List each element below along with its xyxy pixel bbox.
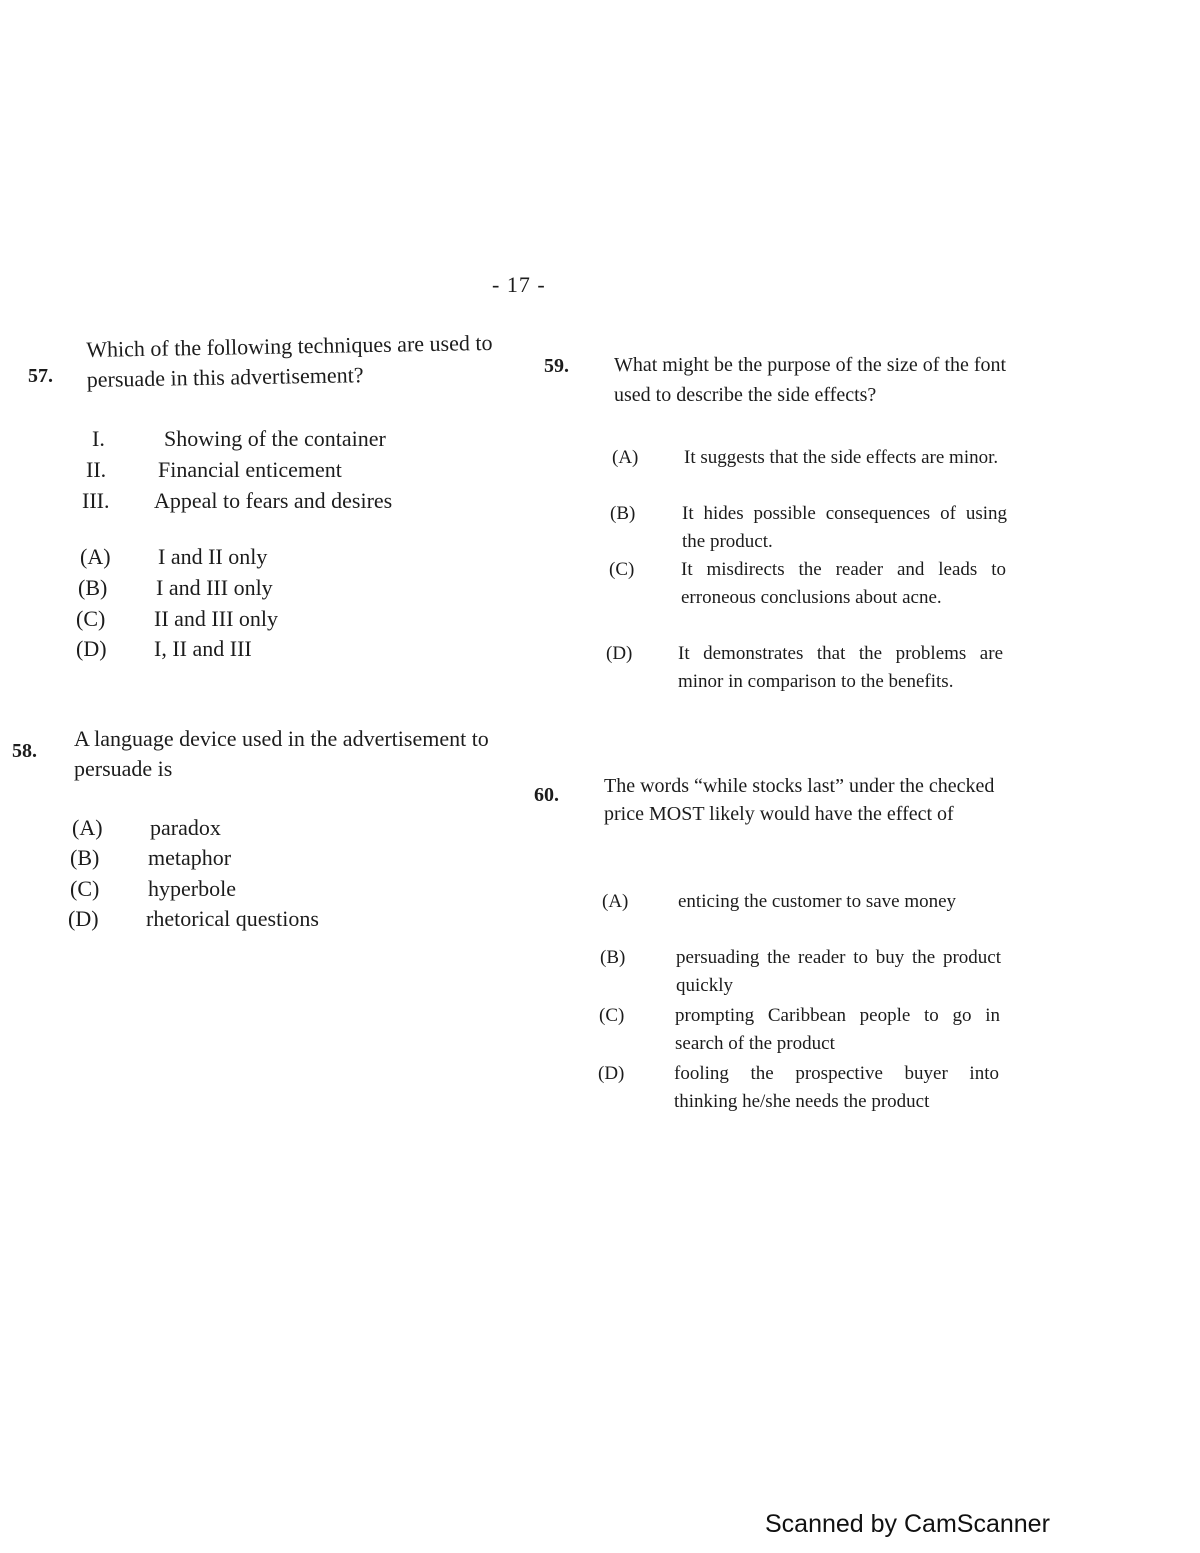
option-text: rhetorical questions — [146, 906, 319, 931]
option-text: It misdirects the reader and leads to erroneous conclusions about acne. — [681, 559, 1006, 608]
statement-text: Appeal to fears and desires — [154, 488, 393, 513]
option-text: I and III only — [156, 575, 273, 600]
question-number: 57. — [28, 365, 53, 387]
option-letter: (D) — [598, 1063, 625, 1084]
option-text: I, II and III — [154, 636, 252, 661]
option-letter: (C) — [609, 559, 635, 580]
option-letter: (C) — [70, 876, 100, 901]
option-text: II and III only — [154, 606, 279, 631]
option-letter: (D) — [76, 636, 107, 661]
question-number: 58. — [12, 740, 37, 762]
option-text: hyperbole — [148, 876, 236, 901]
option-letter: (A) — [612, 447, 639, 468]
question-stem: The words “while stocks last” under the checked price MOST likely would have the effect of — [604, 775, 995, 825]
option-text: metaphor — [148, 845, 232, 870]
option-letter: (C) — [599, 1005, 625, 1026]
option-letter: (A) — [72, 815, 103, 840]
question-stem: Which of the following techniques are used to persuade in this advertisement? — [86, 329, 493, 392]
option-text: I and II only — [158, 544, 268, 569]
statement-text: Financial enticement — [158, 457, 342, 482]
scanner-watermark: Scanned by CamScanner — [765, 1510, 1050, 1538]
option-letter: (B) — [610, 503, 636, 524]
question-stem: A language device used in the advertisement to persuade is — [74, 726, 489, 781]
question-number: 60. — [534, 784, 559, 806]
option-text: prompting Caribbean people to go in search of the product — [675, 1005, 1000, 1054]
option-letter: (D) — [68, 906, 99, 931]
statement-numeral: III. — [82, 488, 110, 513]
option-text: fooling the prospective buyer into thinking he/she needs the product — [674, 1063, 999, 1112]
statement-numeral: II. — [86, 457, 107, 482]
option-text: It suggests that the side effects are minor. — [684, 447, 999, 468]
option-text: enticing the customer to save money — [678, 891, 957, 912]
option-letter: (B) — [78, 575, 108, 600]
option-letter: (B) — [600, 947, 626, 968]
option-letter: (C) — [76, 606, 106, 631]
question-stem: What might be the purpose of the size of the font used to describe the side effects? — [614, 354, 1007, 406]
statement-numeral: I. — [92, 426, 105, 451]
option-letter: (A) — [602, 891, 629, 912]
option-text: paradox — [150, 815, 221, 840]
question-number: 59. — [544, 355, 569, 377]
option-letter: (D) — [606, 643, 633, 664]
option-letter: (A) — [80, 544, 111, 569]
statement-text: Showing of the container — [164, 426, 386, 451]
option-letter: (B) — [70, 845, 100, 870]
option-text: It hides possible consequences of using the product. — [682, 503, 1007, 552]
option-text: It demonstrates that the problems are minor in comparison to the benefits. — [678, 643, 1003, 692]
page-number: - 17 - — [492, 272, 546, 297]
option-text: persuading the reader to buy the product quickly — [676, 947, 1001, 996]
